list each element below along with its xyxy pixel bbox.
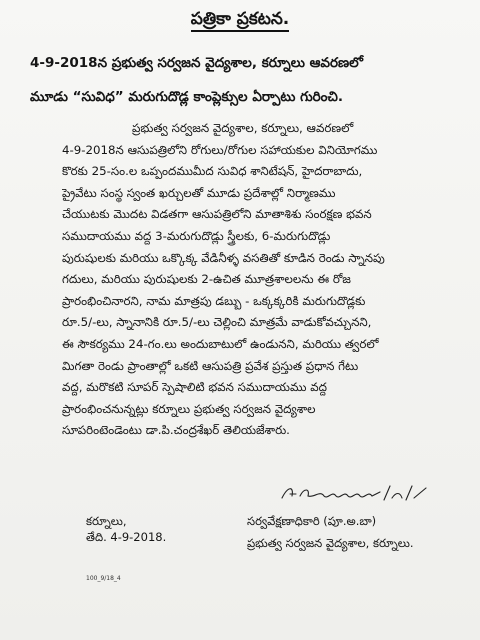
body-line: రూ.5/-లు, స్నానానికి రూ.5/-లు చెల్లించి మాత్రమే వాడుకోవచ్చునని, <box>62 315 372 330</box>
footer-place: కర్నూలు, <box>86 514 127 528</box>
body-line: ప్రారంభించినారని, నామ మాత్రపు డబ్బు - ఒక్కక్కరికి మరుగుదొడ్లకు <box>62 293 366 308</box>
footer-date: తేది. 4-9-2018. <box>86 530 167 544</box>
subject-line: 4-9-2018న ప్రభుత్వ సర్వజన వైద్యశాల, కర్నూలు ఆవరణలో <box>30 55 364 71</box>
body-line: ప్రారంభించనున్నట్లు కర్నూలు ప్రభుత్వ సర్వజన వైద్యశాల <box>62 401 316 416</box>
body-line: చేయుటకు మొదట విడతగా ఆసుపత్రిలోని మాతాశిశు సంరక్షణ భవన <box>62 207 372 222</box>
designation-line: సర్వవేక్షణాధికారి (పూ.అ.బా) <box>247 514 377 528</box>
body-paragraph <box>62 118 467 442</box>
body-line: కొరకు 25-సం.ల ఒప్పందముమీద సువిధ శానిటేషన్, హైదరాబాదు, <box>62 164 363 179</box>
page-title <box>0 9 480 33</box>
body-line: వద్ద, మరొకటి సూపర్ స్పెషాలిటి భవన సముదాయము వద్ద <box>62 380 327 395</box>
body-line: ప్రభుత్వ సర్వజన వైద్యశాల, కర్నూలు, ఆవరణలో <box>132 121 354 135</box>
subject-line: మూడు “సువిధ” మరుగుదొడ్ల కాంప్లెక్సుల ఏర్పాటు గురించి. <box>30 89 343 105</box>
body-line: సముదాయము వద్ద 3-మరుగుదొడ్లు స్త్రీలకు, 6-మరుగుదొడ్లు <box>62 228 331 243</box>
body-line: మిగతా రెండు ప్రాంతాల్లో ఒకటి ఆసుపత్రి ప్రవేశ ప్రస్తుత ప్రధాన గేటు <box>62 358 359 373</box>
handwritten-signature <box>280 482 430 506</box>
title-text: పత్రికా ప్రకటన. <box>191 9 290 32</box>
body-line: గదులు, మరియు పురుషులకు 2-ఉచిత మూత్రశాలలను ఈ రోజ <box>62 272 351 287</box>
subject-heading <box>30 46 470 114</box>
body-line: ఈ సౌకర్యము 24-గం.లు అందుబాటులో ఉండునని, మరియు త్వరలో <box>62 336 379 351</box>
footer-designation <box>247 510 413 554</box>
body-line: 4-9-2018న ఆసుపత్రిలోని రోగులు/రోగుల సహాయకుల వినియోగము <box>62 142 378 157</box>
body-line: సూపరింటెండెంటు డా.పి.చంద్రశేఖర్ తెలియజేశారు. <box>62 423 290 438</box>
designation-line: ప్రభుత్వ సర్వజన వైద్యశాల, కర్నూలు. <box>247 536 414 550</box>
document-code: 100_9/18_4 <box>86 575 121 582</box>
body-line: ప్రైవేటు సంస్థ స్వంత ఖర్చులతో మూడు ప్రదేశాల్లో నిర్మాణము <box>62 185 336 200</box>
body-line: పురుషులకు మరియు ఒక్కొక్క వేడినీళ్ళ వసతితో కూడిన రెండు స్నానపు <box>62 250 385 265</box>
